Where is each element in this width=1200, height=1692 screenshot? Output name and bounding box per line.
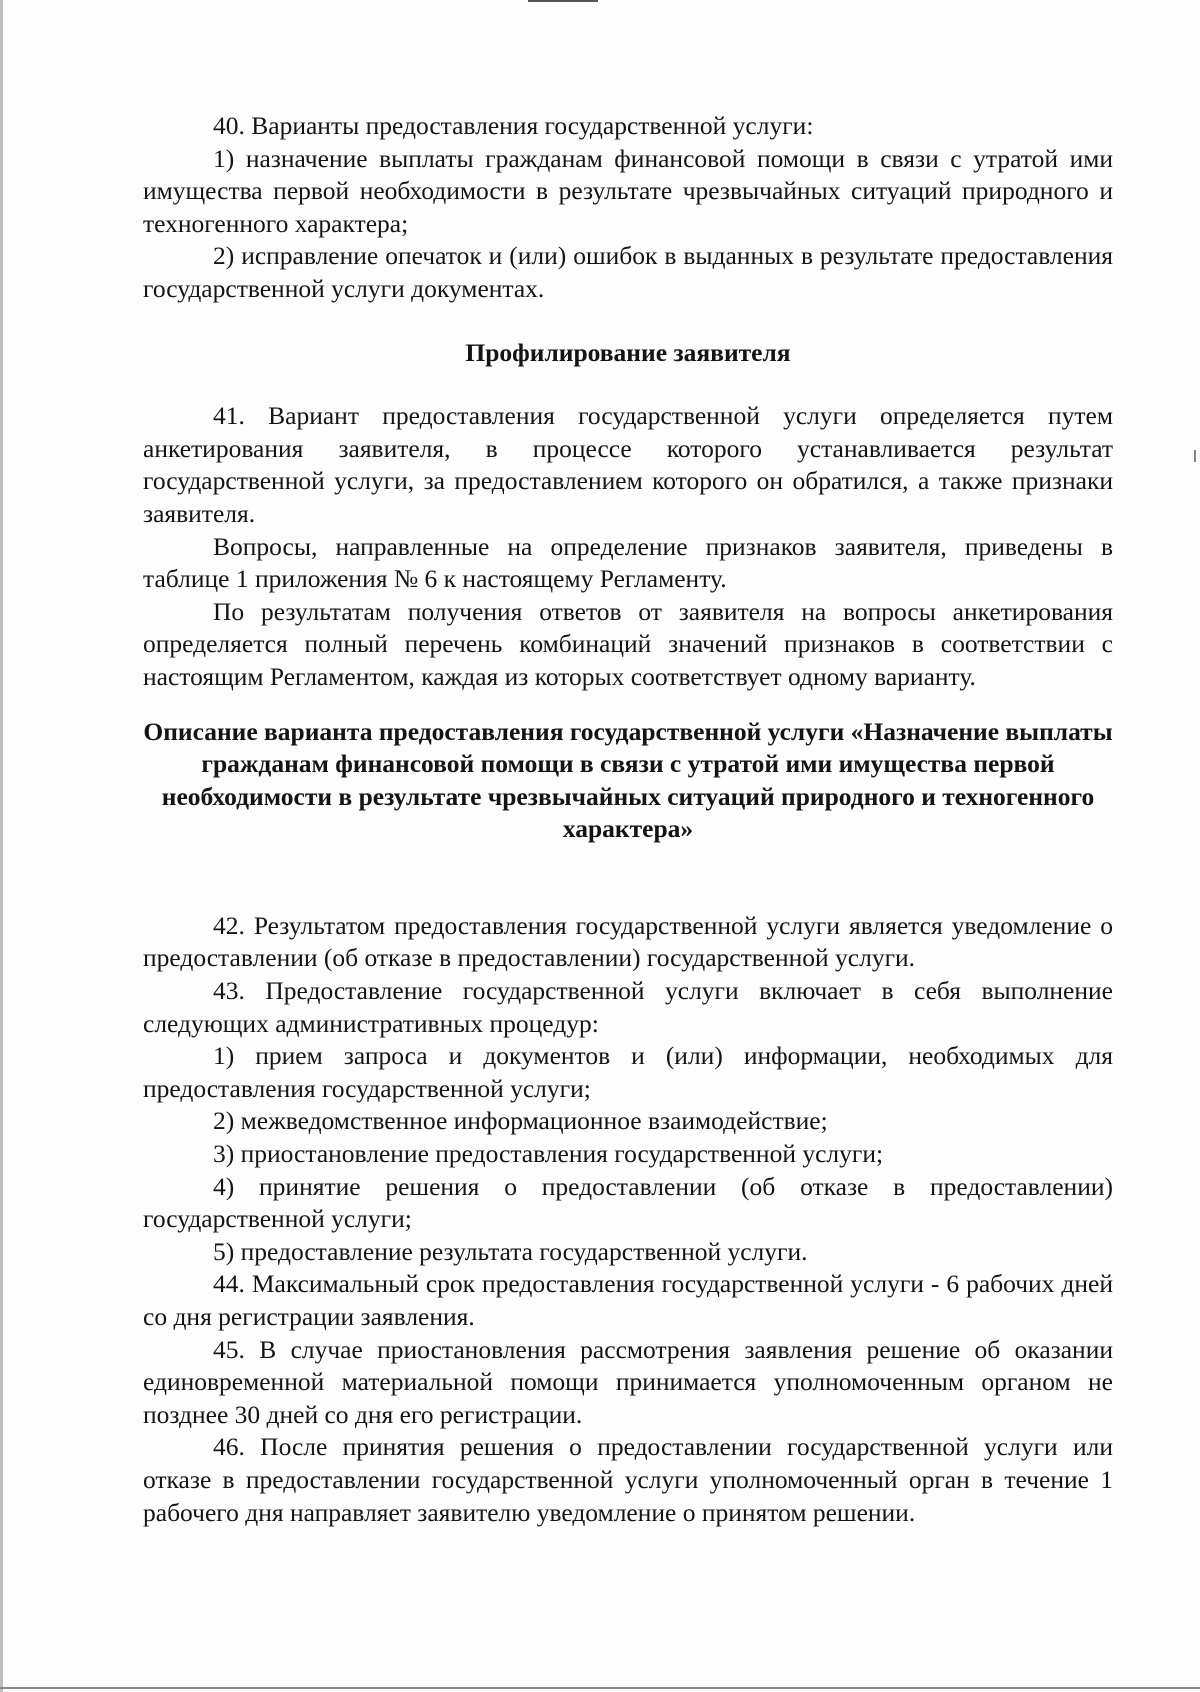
paragraph-40-item-2: 2) исправление опечаток и (или) ошибок в выданных в результате предоставления государственной услуги документах. [143,241,1113,303]
paragraph-45: 45. В случае приостановления рассмотрения заявления решение об оказании единовременной материальной помощи принимается уполномоченным органом не позднее 30 дней со дня его регистрации. [143,1334,1113,1429]
paragraph-41-questions: Вопросы, направленные на определение признаков заявителя, приведены в таблице 1 приложения № 6 к настоящему Регламенту. [143,531,1113,594]
scan-artifact-bottom-edge [0,1687,1200,1689]
paragraph-43-item-1: 1) прием запроса и документов и (или) информации, необходимых для предоставления государственной услуги; [143,1041,1113,1103]
paragraph-43-item-4: 4) принятие решения о предоставлении (об отказе в предоставлении) государственной услуги; [143,1171,1113,1234]
paragraph-43-item-5: 5) предоставление результата государственной услуги. [213,1236,808,1266]
document-body [143,110,1113,1529]
heading-variant-description: Описание варианта предоставления государственной услуги «Назначение выплаты гражданам финансовой помощи в связи с утратой ими имущества первой необходимости в результате чрезвычайных ситуаций природного и техногенного характера» [143,716,1113,844]
heading-applicant-profiling: Профилирование заявителя [465,337,791,367]
paragraph-40-item-1: 1) назначение выплаты гражданам финансовой помощи в связи с утратой ими имущества первой необходимости в результате чрезвычайных ситуаций природного и техногенного характера; [143,143,1113,238]
paragraph-43-item-3: 3) приостановление предоставления государственной услуги; [213,1139,884,1169]
scan-artifact-top-line [528,0,598,2]
paragraph-46: 46. После принятия решения о предоставлении государственной услуги или отказе в предоставлении государственной услуги уполномоченный орган в течение 1 рабочего дня направляет заявителю уведомление о принятом решении. [143,1432,1113,1527]
paragraph-42: 42. Результатом предоставления государственной услуги является уведомление о предоставлении (об отказе в предоставлении) государственной услуги. [143,910,1113,973]
paragraph-41-results: По результатам получения ответов от заявителя на вопросы анкетирования определяется полный перечень комбинаций значений признаков в соответствии с настоящим Регламентом, каждая из которых соответствует одному варианту. [143,596,1113,691]
paragraph-41: 41. Вариант предоставления государственной услуги определяется путем анкетирования заявителя, в процессе которого устанавливается результат государственной услуги, за предоставлением которого он обратился, а также признаки заявителя. [143,401,1113,528]
scan-artifact-left-edge [0,0,3,1692]
paragraph-40: 40. Варианты предоставления государственной услуги: [213,111,814,140]
paragraph-43: 43. Предоставление государственной услуги включает в себя выполнение следующих административных процедур: [143,976,1113,1038]
paragraph-44: 44. Максимальный срок предоставления государственной услуги - 6 рабочих дней со дня регистрации заявления. [143,1269,1113,1331]
paragraph-43-item-2: 2) межведомственное информационное взаимодействие; [213,1106,828,1136]
scan-artifact-right-mark [1194,450,1196,462]
